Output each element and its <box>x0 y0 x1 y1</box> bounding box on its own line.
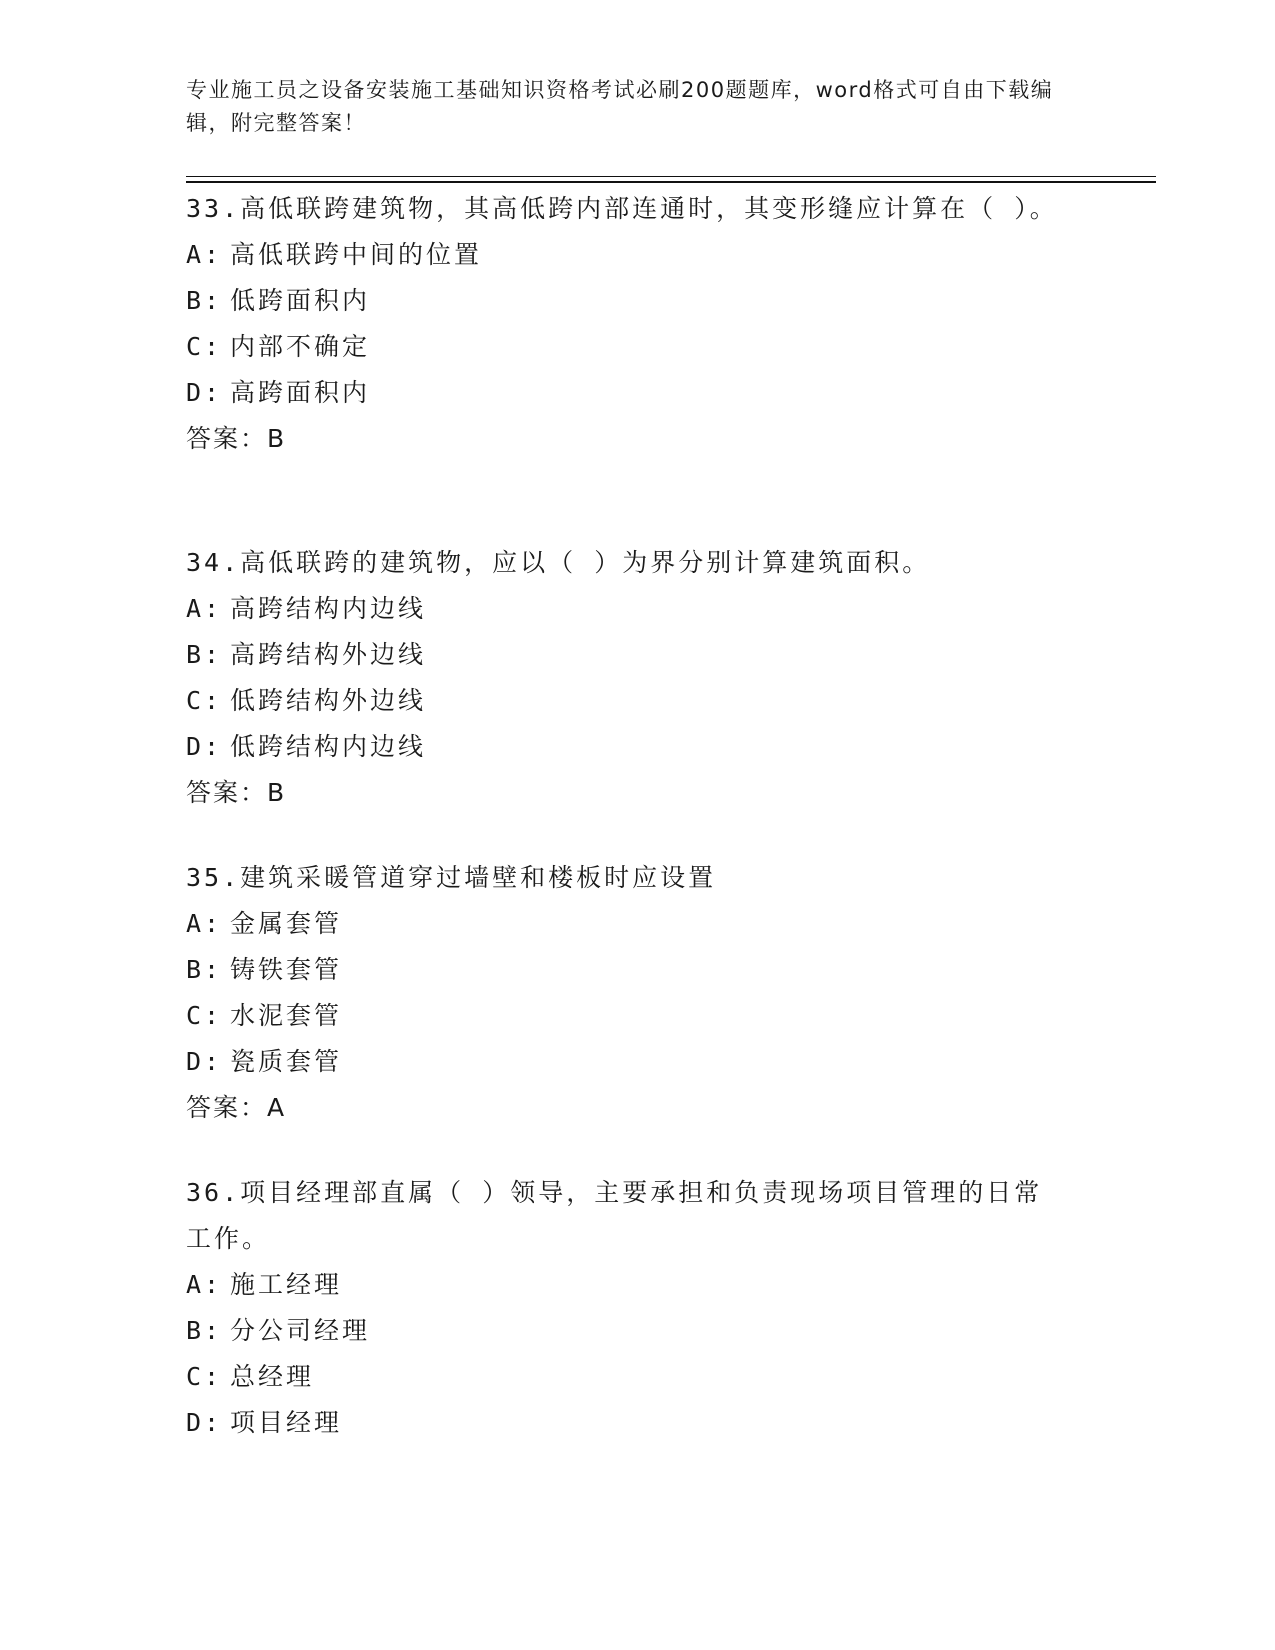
option-letter: D: <box>186 1047 223 1076</box>
option-b <box>186 947 1156 993</box>
option-text: 水泥套管 <box>230 1001 343 1030</box>
option-letter: D: <box>186 378 223 407</box>
option-letter: C: <box>186 1362 223 1391</box>
option-c <box>186 1354 1156 1400</box>
option-letter: B: <box>186 955 223 984</box>
option-text: 分公司经理 <box>230 1316 371 1345</box>
option-text: 低跨面积内 <box>230 286 371 315</box>
option-c <box>186 678 1156 724</box>
answer: 答案：A <box>186 1093 287 1122</box>
answer: 答案：B <box>186 778 287 807</box>
option-letter: C: <box>186 1001 223 1030</box>
option-a <box>186 901 1156 947</box>
option-letter: A: <box>186 1270 223 1299</box>
option-text: 瓷质套管 <box>230 1047 343 1076</box>
option-letter: A: <box>186 909 223 938</box>
answer: 答案：B <box>186 424 287 453</box>
option-b <box>186 1308 1156 1354</box>
header-divider-thick <box>186 181 1156 183</box>
option-letter: B: <box>186 640 223 669</box>
option-letter: A: <box>186 240 223 269</box>
option-d <box>186 1039 1156 1085</box>
option-text: 内部不确定 <box>230 332 371 361</box>
option-text: 低跨结构内边线 <box>230 732 427 761</box>
question-35 <box>186 855 1156 1131</box>
question-stem: 34.高低联跨的建筑物，应以（ ）为界分别计算建筑面积。 <box>186 548 931 577</box>
option-d <box>186 724 1156 770</box>
option-text: 高跨结构外边线 <box>230 640 427 669</box>
option-a <box>186 586 1156 632</box>
option-text: 项目经理 <box>230 1408 343 1437</box>
option-letter: A: <box>186 594 223 623</box>
option-text: 总经理 <box>230 1362 315 1391</box>
option-letter: D: <box>186 732 223 761</box>
option-b <box>186 632 1156 678</box>
header-divider-thin <box>186 176 1156 177</box>
option-letter: B: <box>186 286 223 315</box>
question-34 <box>186 540 1156 816</box>
option-letter: D: <box>186 1408 223 1437</box>
option-text: 施工经理 <box>230 1270 343 1299</box>
option-text: 金属套管 <box>230 909 343 938</box>
option-letter: C: <box>186 332 223 361</box>
option-c <box>186 993 1156 1039</box>
option-text: 高跨结构内边线 <box>230 594 427 623</box>
option-d <box>186 1400 1156 1446</box>
question-stem: 36.项目经理部直属（ ）领导，主要承担和负责现场项目管理的日常工作。 <box>186 1178 1043 1253</box>
option-a <box>186 232 1156 278</box>
option-letter: C: <box>186 686 223 715</box>
question-36 <box>186 1170 1156 1446</box>
option-b <box>186 278 1156 324</box>
option-a <box>186 1262 1156 1308</box>
option-text: 铸铁套管 <box>230 955 343 984</box>
document-header: 专业施工员之设备安装施工基础知识资格考试必刷200题题库，word格式可自由下载编辑，附完整答案！ <box>186 78 1054 135</box>
question-stem: 33.高低联跨建筑物，其高低跨内部连通时，其变形缝应计算在（ ）。 <box>186 194 1058 223</box>
question-33 <box>186 186 1156 462</box>
option-d <box>186 370 1156 416</box>
option-c <box>186 324 1156 370</box>
option-text: 高低联跨中间的位置 <box>230 240 483 269</box>
option-text: 低跨结构外边线 <box>230 686 427 715</box>
option-letter: B: <box>186 1316 223 1345</box>
question-stem: 35.建筑采暖管道穿过墙壁和楼板时应设置 <box>186 863 717 892</box>
option-text: 高跨面积内 <box>230 378 371 407</box>
